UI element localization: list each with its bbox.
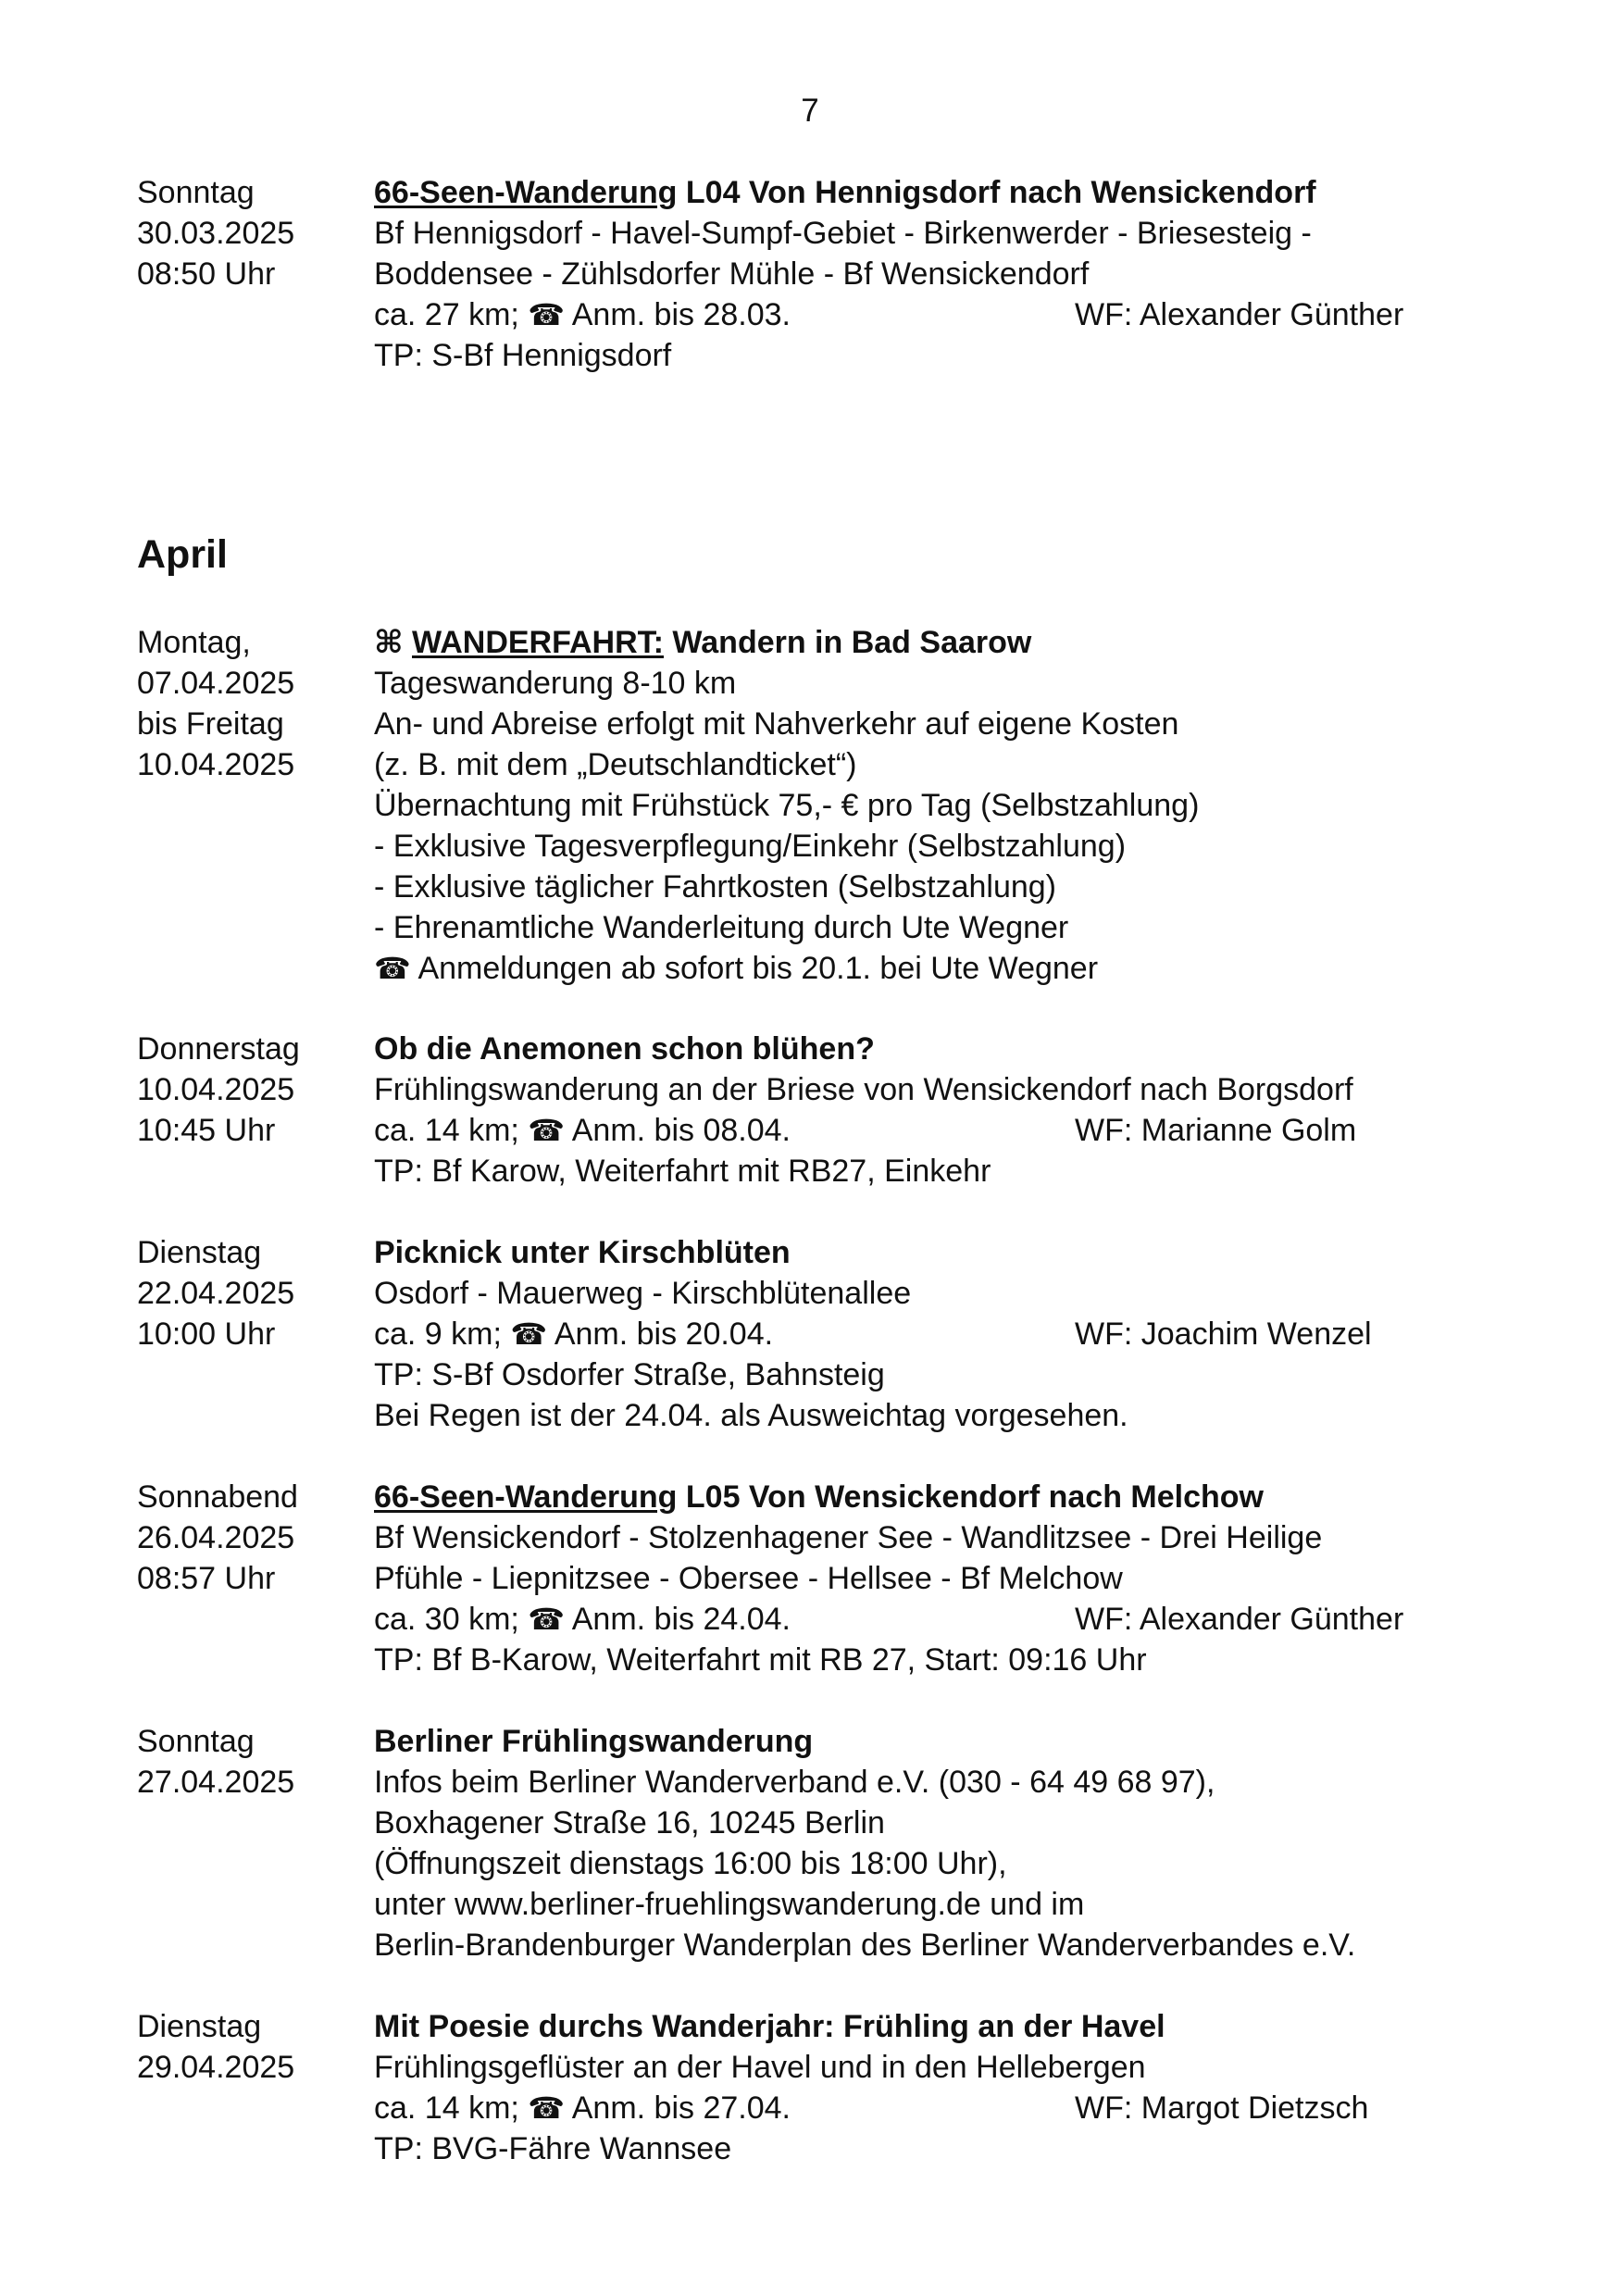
registration: Anm. bis 20.04. bbox=[554, 1316, 774, 1352]
detail-line: - Exklusive Tagesverpflegung/Einkehr (Selbstzahlung) bbox=[374, 829, 1127, 864]
telephone-icon: ☎ bbox=[374, 952, 411, 985]
event-info bbox=[374, 1232, 1540, 1436]
registration: Anm. bis 28.03. bbox=[571, 297, 791, 332]
event-info bbox=[374, 172, 1540, 376]
date: 07.04.2025 bbox=[137, 666, 295, 701]
registration: Anm. bis 27.04. bbox=[571, 2090, 791, 2126]
detail-line: Übernachtung mit Frühstück 75,- € pro Tag (Selbstzahlung) bbox=[374, 788, 1200, 823]
event-title: Picknick unter Kirschblüten bbox=[374, 1235, 791, 1270]
event-title: Mit Poesie durchs Wanderjahr: Frühling an der Havel bbox=[374, 2009, 1165, 2044]
weekday: Dienstag bbox=[137, 2009, 262, 2044]
distance: ca. 30 km; bbox=[374, 1602, 519, 1637]
time: 08:57 Uhr bbox=[137, 1561, 276, 1596]
detail-line: - Exklusive täglicher Fahrtkosten (Selbstzahlung) bbox=[374, 869, 1056, 905]
date-end: 10.04.2025 bbox=[137, 747, 295, 782]
telephone-icon: ☎ bbox=[528, 298, 566, 331]
date: 27.04.2025 bbox=[137, 1765, 295, 1800]
meeting-point: TP: BVG-Fähre Wannsee bbox=[374, 2131, 732, 2166]
registration: Anm. bis 08.04. bbox=[571, 1113, 791, 1148]
event-series-link[interactable]: 66-Seen-Wanderung bbox=[374, 1479, 678, 1515]
date: 10.04.2025 bbox=[137, 1072, 295, 1107]
route-line: Bf Wensickendorf - Stolzenhagener See - Wandlitzsee - Drei Heilige bbox=[374, 1520, 1323, 1555]
event-description: Frühlingswanderung an der Briese von Wensickendorf nach Borgsdorf bbox=[374, 1072, 1353, 1107]
time: 08:50 Uhr bbox=[137, 256, 276, 292]
event-title-rest: Wandern in Bad Saarow bbox=[663, 625, 1032, 660]
time: 10:00 Uhr bbox=[137, 1316, 276, 1352]
event-title bbox=[374, 1477, 1540, 1517]
weekday-end: bis Freitag bbox=[137, 706, 284, 742]
hike-leader: WF: Marianne Golm bbox=[1075, 1113, 1357, 1148]
telephone-icon: ☎ bbox=[510, 1317, 548, 1351]
date: 30.03.2025 bbox=[137, 216, 295, 251]
event-title: Ob die Anemonen schon blühen? bbox=[374, 1031, 875, 1067]
event-info bbox=[374, 1721, 1540, 1965]
detail-line: unter www.berliner-fruehlingswanderung.de und im bbox=[374, 1887, 1085, 1922]
details-line bbox=[374, 2088, 1540, 2128]
weekday: Dienstag bbox=[137, 1235, 262, 1270]
event-date bbox=[137, 172, 368, 294]
wanderfahrt-link[interactable]: WANDERFAHRT: bbox=[412, 625, 664, 660]
event-title bbox=[374, 172, 1540, 213]
weekday: Sonntag bbox=[137, 1724, 255, 1759]
page-number: 7 bbox=[801, 93, 819, 129]
event-description: Osdorf - Mauerweg - Kirschblütenallee bbox=[374, 1276, 912, 1311]
event-date bbox=[137, 1232, 368, 1354]
detail-line: (z. B. mit dem „Deutschlandticket“) bbox=[374, 747, 857, 782]
event-date bbox=[137, 1721, 368, 1803]
details-line bbox=[374, 1314, 1540, 1354]
date: 22.04.2025 bbox=[137, 1276, 295, 1311]
event-date bbox=[137, 622, 368, 785]
weekday: Sonnabend bbox=[137, 1479, 298, 1515]
meeting-point: TP: Bf Karow, Weiterfahrt mit RB27, Einkehr bbox=[374, 1154, 991, 1189]
hike-leader: WF: Joachim Wenzel bbox=[1075, 1316, 1372, 1352]
registration-text: Anmeldungen ab sofort bis 20.1. bei Ute Wegner bbox=[417, 951, 1099, 986]
date: 29.04.2025 bbox=[137, 2050, 295, 2085]
weekday: Sonntag bbox=[137, 175, 255, 210]
event-info bbox=[374, 622, 1540, 989]
distance: ca. 27 km; bbox=[374, 297, 519, 332]
telephone-icon: ☎ bbox=[528, 1114, 566, 1147]
hike-leader: WF: Alexander Günther bbox=[1075, 1602, 1404, 1637]
event-info bbox=[374, 2006, 1540, 2169]
route-line: Pfühle - Liepnitzsee - Obersee - Hellsee - Bf Melchow bbox=[374, 1561, 1123, 1596]
hike-leader: WF: Margot Dietzsch bbox=[1075, 2090, 1369, 2126]
event-date bbox=[137, 1029, 368, 1151]
event-date bbox=[137, 1477, 368, 1599]
telephone-icon: ☎ bbox=[528, 1603, 566, 1636]
event-date bbox=[137, 2006, 368, 2088]
detail-line: - Ehrenamtliche Wanderleitung durch Ute Wegner bbox=[374, 910, 1069, 945]
event-title: Berliner Frühlingswanderung bbox=[374, 1724, 814, 1759]
weekday: Donnerstag bbox=[137, 1031, 300, 1067]
details-line bbox=[374, 1599, 1540, 1640]
detail-line: Berlin-Brandenburger Wanderplan des Berliner Wanderverbandes e.V. bbox=[374, 1928, 1356, 1963]
weekday: Montag, bbox=[137, 625, 251, 660]
details-line bbox=[374, 294, 1540, 335]
detail-line: Tageswanderung 8-10 km bbox=[374, 666, 737, 701]
date: 26.04.2025 bbox=[137, 1520, 295, 1555]
meeting-point: TP: S-Bf Hennigsdorf bbox=[374, 338, 672, 373]
event-info bbox=[374, 1477, 1540, 1680]
detail-line: An- und Abreise erfolgt mit Nahverkehr auf eigene Kosten bbox=[374, 706, 1179, 742]
event-title-rest: L04 Von Hennigsdorf nach Wensickendorf bbox=[677, 175, 1316, 210]
registration: Anm. bis 24.04. bbox=[571, 1602, 791, 1637]
time: 10:45 Uhr bbox=[137, 1113, 276, 1148]
detail-line: Boxhagener Straße 16, 10245 Berlin bbox=[374, 1805, 885, 1841]
meeting-point: TP: S-Bf Osdorfer Straße, Bahnsteig bbox=[374, 1357, 885, 1392]
registration-line bbox=[374, 948, 1540, 989]
route-line: Boddensee - Zühlsdorfer Mühle - Bf Wensickendorf bbox=[374, 256, 1090, 292]
place-of-interest-icon: ⌘ bbox=[374, 625, 404, 660]
event-info bbox=[374, 1029, 1540, 1192]
distance: ca. 9 km; bbox=[374, 1316, 502, 1352]
telephone-icon: ☎ bbox=[528, 2091, 566, 2125]
event-description: Frühlingsgeflüster an der Havel und in den Hellebergen bbox=[374, 2050, 1146, 2085]
meeting-point: TP: Bf B-Karow, Weiterfahrt mit RB 27, Start: 09:16 Uhr bbox=[374, 1642, 1147, 1678]
event-title bbox=[374, 622, 1540, 663]
event-title-rest: L05 Von Wensickendorf nach Melchow bbox=[677, 1479, 1264, 1515]
event-note: Bei Regen ist der 24.04. als Ausweichtag vorgesehen. bbox=[374, 1398, 1128, 1433]
detail-line: (Öffnungszeit dienstags 16:00 bis 18:00 Uhr), bbox=[374, 1846, 1007, 1881]
section-title: April bbox=[137, 532, 228, 577]
hike-leader: WF: Alexander Günther bbox=[1075, 297, 1404, 332]
detail-line: Infos beim Berliner Wanderverband e.V. (030 - 64 49 68 97), bbox=[374, 1765, 1215, 1800]
route-line: Bf Hennigsdorf - Havel-Sumpf-Gebiet - Birkenwerder - Briesesteig - bbox=[374, 216, 1312, 251]
distance: ca. 14 km; bbox=[374, 2090, 519, 2126]
details-line bbox=[374, 1110, 1540, 1151]
event-series-link[interactable]: 66-Seen-Wanderung bbox=[374, 175, 678, 210]
distance: ca. 14 km; bbox=[374, 1113, 519, 1148]
